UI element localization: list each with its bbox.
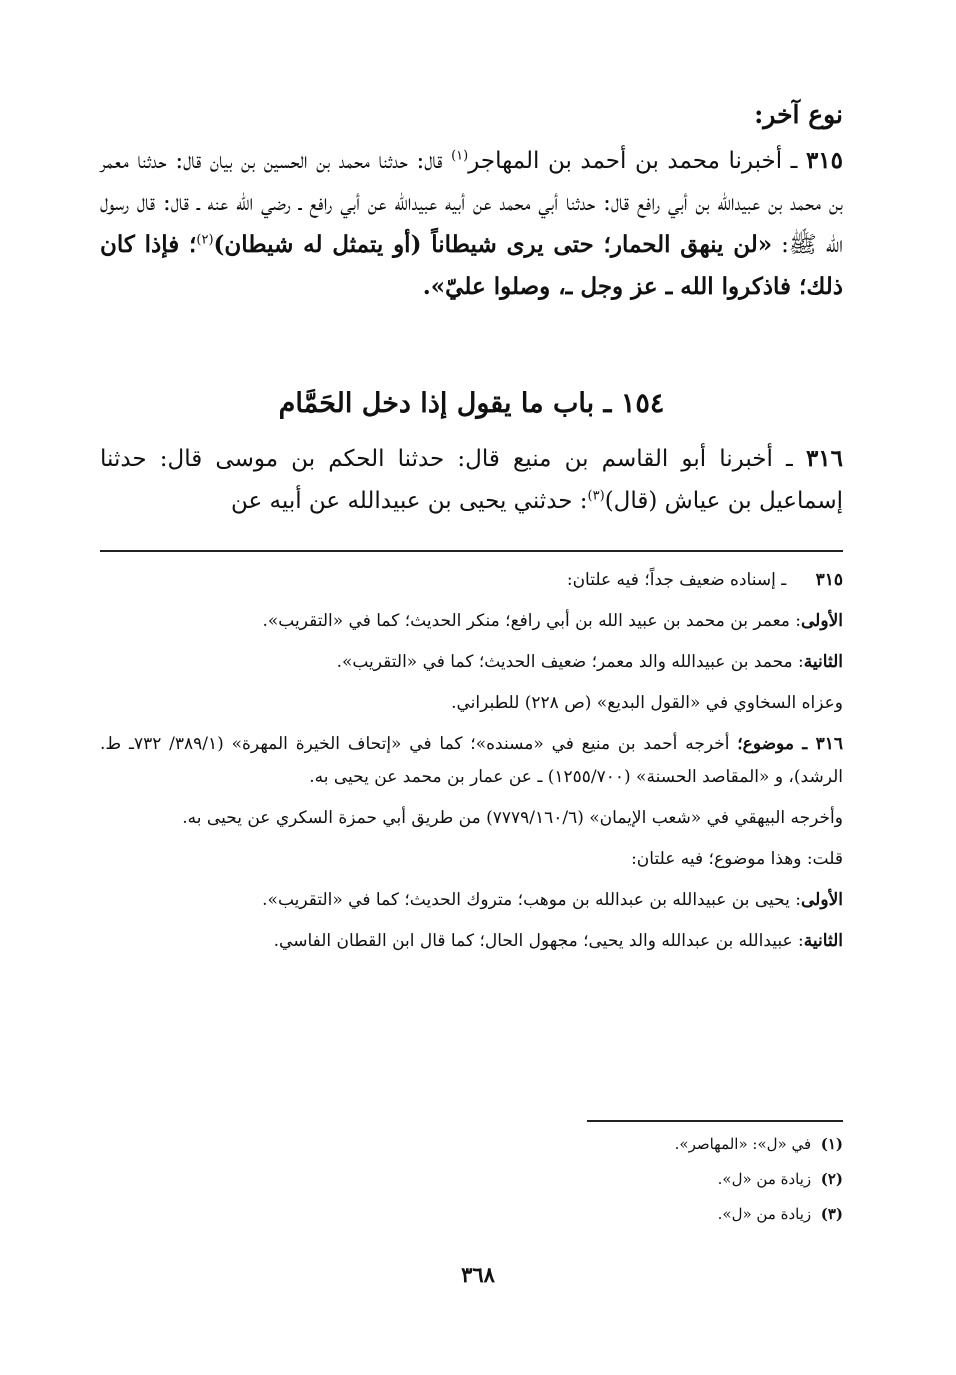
note-text: أخرجه أحمد بن منيع في «مسنده»؛ كما في «إتحاف الخيرة المهرة» (٣٨٩/١/ ٧٣٢ـ ط. الرشد)، و «المقاصد الحسنة» (١٢٥٥/٧٠٠) ـ عن عمار بن محمد عن يحيى به. (100, 734, 843, 787)
note-qult: قلت: وهذا موضوع؛ فيه علتان: (631, 849, 843, 869)
commentary-notes (100, 564, 843, 966)
hadith-text: ـ أخبرنا محمد بن أحمد بن المهاجر (468, 148, 806, 174)
note-number: ٣١٦ (815, 734, 843, 754)
note-text: ـ إسناده ضعيف جداً؛ فيه علتان: (566, 570, 792, 590)
note-first-2 (100, 884, 843, 917)
hadith-matn: «لن ينهق الحمار؛ حتى يرى شيطاناً (أو يتمثل له شيطان) (213, 231, 773, 258)
chapter-title: ١٥٤ ـ باب ما يقول إذا دخل الحَمَّام (278, 388, 665, 419)
footnote-number: (٢) (820, 1170, 843, 1188)
note-label: الأولى (801, 611, 843, 631)
footnote-text: زيادة من «ل». (717, 1205, 812, 1223)
page-number: ٣٦٨ (461, 1262, 495, 1287)
hadith-matn: ؛ فإذا كان ذلك؛ فاذكروا الله ـ عز وجل ـ، وصلوا عليّ». (100, 231, 843, 300)
hadith-text: قال: حدثنا محمد بن الحسين بن بيان قال: حدثنا معمر بن محمد بن عبيدالله بن أبي رافع قال: حدثنا أبي محمد عن أبيه عبيدالله عن أبي رافع ـ رضي الله عنه ـ قال: قال رسول الله ﷺ: (100, 148, 843, 258)
footnotes-divider (587, 1120, 843, 1122)
footnote-text: زيادة من «ل». (717, 1170, 812, 1188)
hadith-text: ـ أخبرنا أبو القاسم بن منيع قال: حدثنا الحكم بن موسى قال: حدثنا إسماعيل بن عياش (قال) (100, 446, 843, 514)
footnote-text: في «ل»: «المهاصر». (674, 1135, 812, 1153)
note-text: : يحيى بن عبيدالله بن عبدالله بن موهب؛ متروك الحديث؛ كما في «التقريب». (262, 890, 802, 910)
hadith-315 (100, 140, 843, 308)
section-heading: نوع آخر: (754, 100, 843, 129)
note-label: الأولى (801, 890, 843, 910)
hadith-number: ٣١٥ (805, 147, 843, 174)
note-first (100, 605, 843, 638)
note-bayhaqi: وأخرجه البيهقي في «شعب الإيمان» (٧٧٧٩/١٦٠/٦) من طريق أبي حمزة السكري عن يحيى به. (182, 808, 843, 828)
note-text: : معمر بن محمد بن عبيد الله بن أبي رافع؛ منكر الحديث؛ كما في «التقريب». (262, 611, 802, 631)
footnote-ref: (٣) (587, 488, 605, 504)
note-315 (100, 564, 843, 597)
note-label: ـ موضوع؛ (737, 734, 816, 754)
note-label: الثانية (803, 931, 843, 951)
note-316 (100, 728, 843, 794)
note-second (100, 646, 843, 679)
note-number: ٣١٥ (815, 570, 843, 590)
footnote-number: (٣) (820, 1205, 843, 1223)
footnote-1 (675, 1135, 843, 1153)
note-text: : محمد بن عبيدالله والد معمر؛ ضعيف الحديث؛ كما في «التقريب». (336, 652, 804, 672)
hadith-number: ٣١٦ (805, 445, 843, 472)
footnote-2 (718, 1170, 843, 1188)
footnote-3 (718, 1205, 843, 1223)
footnote-number: (١) (820, 1135, 843, 1153)
note-attribution: وعزاه السخاوي في «القول البديع» (ص ٢٢٨) للطبراني. (451, 693, 843, 713)
hadith-316 (100, 438, 843, 522)
note-text: : عبيدالله بن عبدالله والد يحيى؛ مجهول الحال؛ كما قال ابن القطان الفاسي. (273, 931, 804, 951)
footnote-ref: (٢) (196, 232, 214, 248)
note-second-2 (100, 925, 843, 958)
notes-divider (100, 550, 843, 552)
footnote-ref: (١) (451, 148, 469, 164)
note-label: الثانية (803, 652, 843, 672)
hadith-text: : حدثني يحيى بن عبيدالله عن أبيه عن (231, 488, 588, 514)
